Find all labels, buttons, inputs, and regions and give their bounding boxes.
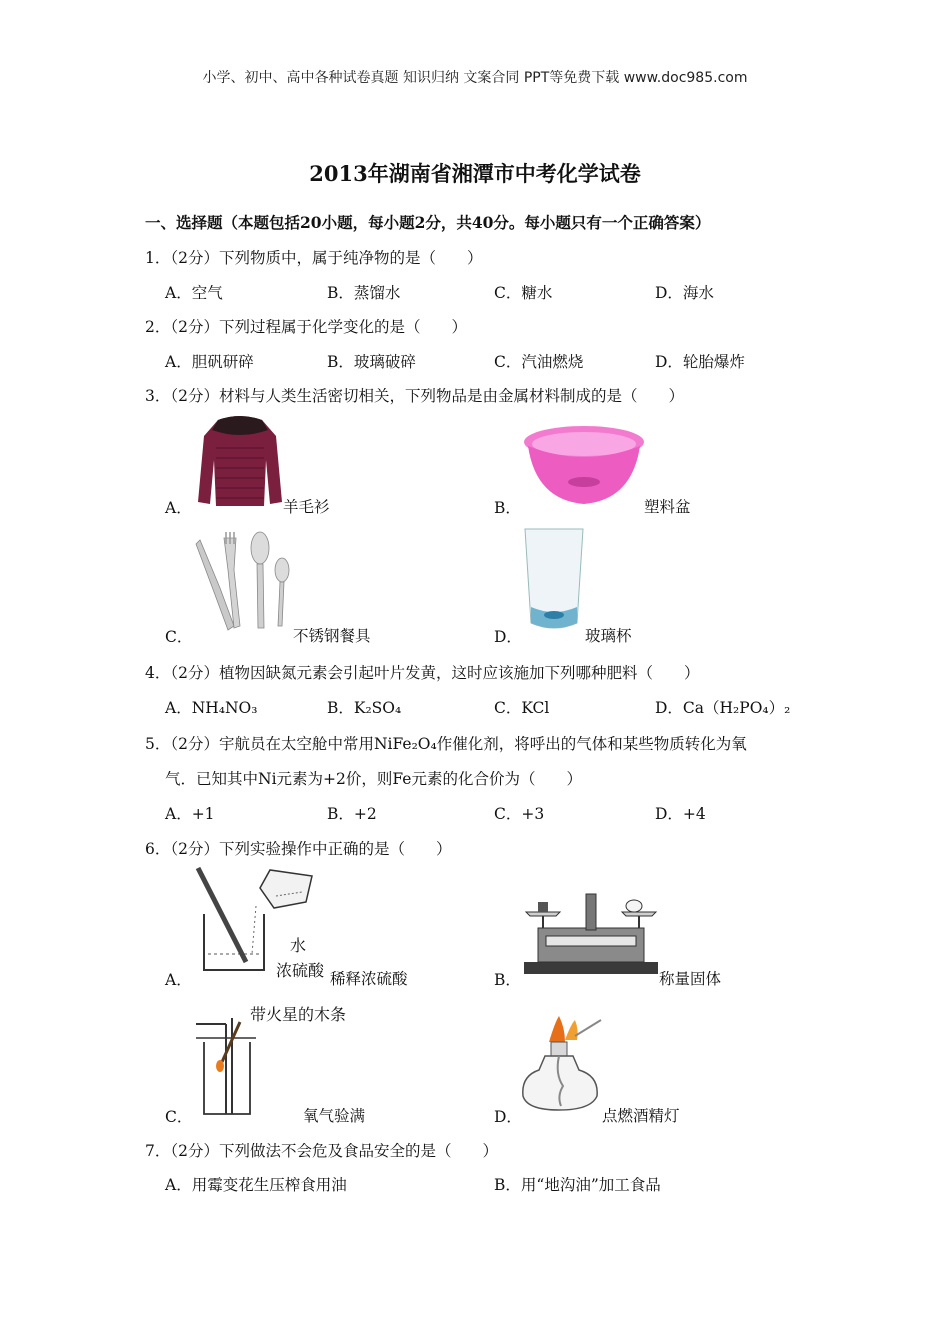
q2-option-c: C．汽油燃烧 [494, 353, 584, 371]
balance-scale-diagram [522, 884, 660, 976]
question-6-stem: 6．（2分）下列实验操作中正确的是（ ） [145, 840, 452, 858]
q2-option-a: A．胆矾研碎 [165, 353, 254, 371]
q5-option-b: B．+2 [327, 805, 377, 823]
q3-option-d-letter: D． [494, 628, 522, 646]
page-header: 小学、初中、高中各种试卷真题 知识归纳 文案合同 PPT等免费下载 www.doc985.com [202, 70, 748, 86]
q3-option-b-caption: 塑料盆 [644, 498, 691, 516]
q1-option-d: D．海水 [655, 284, 714, 302]
q6-option-c-caption: 氧气验满 [303, 1107, 366, 1125]
q3-option-c-caption: 不锈钢餐具 [293, 627, 371, 645]
q6-c-label-line1: 带火星的木条 [250, 1005, 347, 1024]
q3-option-a-letter: A． [165, 499, 192, 517]
q4-option-d: D．Ca（H₂PO₄）₂ [655, 699, 791, 717]
q6-option-d-letter: D． [494, 1108, 522, 1126]
question-5-stem-line2: 气．已知其中Ni元素为+2价，则Fe元素的化合价为（ ） [165, 770, 582, 788]
q4-option-c: C．KCl [494, 699, 550, 717]
question-4-stem: 4．（2分）植物因缺氮元素会引起叶片发黄，这时应该施加下列哪种肥料（ ） [145, 664, 700, 682]
q5-option-a: A．+1 [165, 805, 215, 823]
q3-option-b-letter: B． [494, 499, 521, 517]
q7-option-a: A．用霉变花生压榨食用油 [165, 1176, 347, 1194]
q4-option-a: A．NH₄NO₃ [165, 699, 258, 717]
question-5-stem-line1: 5．（2分）宇航员在太空舱中常用NiFe₂O₄作催化剂，将呼出的气体和某些物质转化为氧 [145, 735, 747, 753]
q1-option-a: A．空气 [165, 284, 223, 302]
q4-option-b: B．K₂SO₄ [327, 699, 402, 717]
cutlery-image [194, 530, 294, 634]
q1-option-c: C．糖水 [494, 284, 553, 302]
q2-option-d: D．轮胎爆炸 [655, 353, 745, 371]
q3-option-c-letter: C． [165, 628, 193, 646]
q3-option-a-caption: 羊毛衫 [283, 498, 330, 516]
question-3-stem: 3．（2分）材料与人类生活密切相关，下列物品是由金属材料制成的是（ ） [145, 387, 684, 405]
question-2-stem: 2．（2分）下列过程属于化学变化的是（ ） [145, 318, 467, 336]
q6-option-a-caption: 稀释浓硫酸 [330, 970, 408, 988]
q5-option-c: C．+3 [494, 805, 545, 823]
q7-option-b: B．用“地沟油”加工食品 [494, 1176, 661, 1194]
question-7-stem: 7．（2分）下列做法不会危及食品安全的是（ ） [145, 1142, 498, 1160]
q6-option-b-caption: 称量固体 [659, 970, 722, 988]
sweater-image [196, 414, 284, 508]
plastic-basin-image [522, 424, 646, 508]
q6-option-d-caption: 点燃酒精灯 [602, 1107, 680, 1125]
q5-option-d: D．+4 [655, 805, 706, 823]
oxygen-test-diagram [196, 1018, 256, 1116]
q6-option-b-letter: B． [494, 971, 521, 989]
q1-option-b: B．蒸馏水 [327, 284, 401, 302]
glass-cup-image [523, 527, 585, 635]
q6-option-c-letter: C． [165, 1108, 193, 1126]
question-1-stem: 1．（2分）下列物质中，属于纯净物的是（ ） [145, 249, 483, 267]
section-heading: 一、选择题（本题包括20小题，每小题2分，共40分。每小题只有一个正确答案） [145, 213, 711, 232]
q2-option-b: B．玻璃破碎 [327, 353, 416, 371]
q6-option-a-letter: A． [165, 971, 192, 989]
q3-option-d-caption: 玻璃杯 [585, 627, 632, 645]
q6-a-label-acid: 浓硫酸 [276, 961, 325, 980]
alcohol-lamp-diagram [521, 1016, 605, 1114]
q6-a-label-water: 水 [290, 936, 307, 955]
page-title: 2013年湖南省湘潭市中考化学试卷 [309, 161, 641, 186]
